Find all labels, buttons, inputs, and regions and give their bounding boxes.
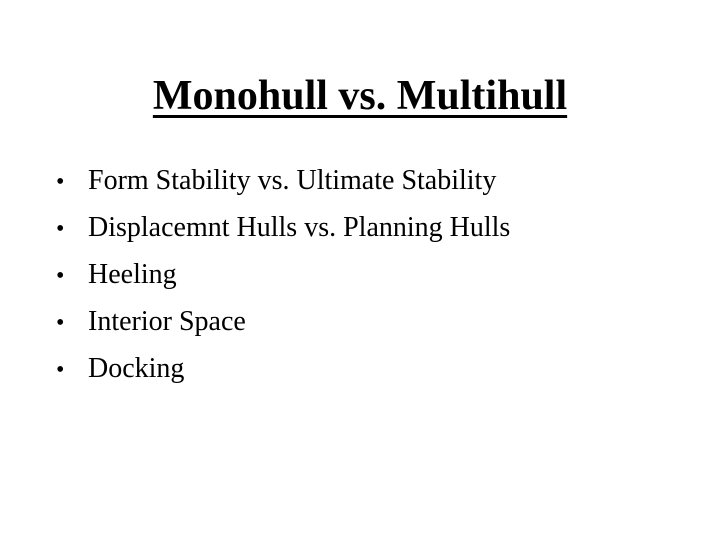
bullet-icon: • (56, 310, 65, 336)
list-item (56, 299, 510, 346)
list-item (56, 205, 510, 252)
bullet-icon: • (56, 169, 65, 195)
list-item (56, 346, 510, 393)
bullet-text: Docking (88, 353, 185, 384)
list-item (56, 252, 510, 299)
bullet-icon: • (56, 357, 65, 383)
slide-title: Monohull vs. Multihull (152, 73, 568, 119)
bullet-text: Heeling (88, 259, 177, 290)
bullet-icon: • (56, 263, 65, 289)
bullet-text: Form Stability vs. Ultimate Stability (88, 165, 497, 196)
list-item (56, 158, 510, 205)
bullet-list (56, 158, 510, 393)
bullet-icon: • (56, 216, 65, 242)
bullet-text: Displacemnt Hulls vs. Planning Hulls (88, 212, 511, 243)
bullet-text: Interior Space (88, 306, 246, 337)
